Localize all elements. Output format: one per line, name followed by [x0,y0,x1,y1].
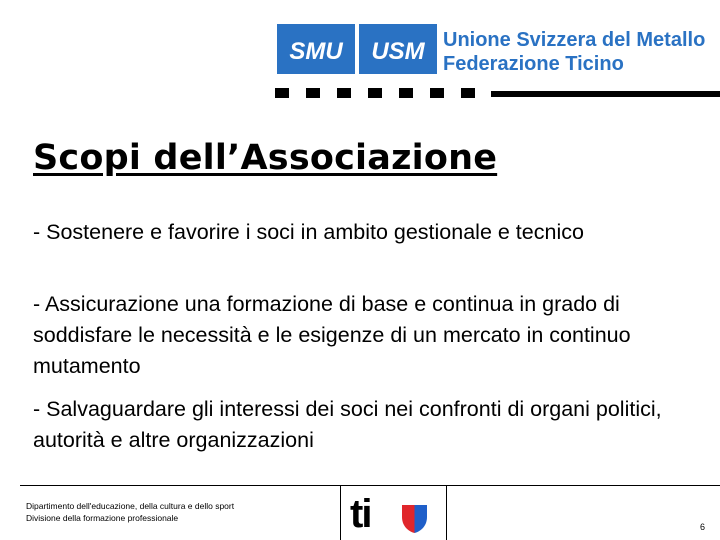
slide-title: Scopi dell’Associazione [33,138,498,178]
ticino-ti-logo: ti [350,492,371,536]
association-name-line2: Federazione Ticino [443,53,624,75]
logo-mark-smu: SMU [289,38,343,65]
decorative-bar [491,91,720,97]
dash-mark [275,88,289,98]
dash-mark [368,88,382,98]
ticino-shield-icon [401,504,428,534]
footer-divider [20,485,720,486]
footer-separator [340,486,341,540]
association-name [443,28,705,76]
association-name-line1: Unione Svizzera del Metallo [443,29,706,51]
bullet-item: - Salvaguardare gli interessi dei soci nei confronti di organi politici, autorità e altre organizzazioni [33,397,662,452]
logo-mark-usm: USM [371,38,425,65]
dash-mark [430,88,444,98]
dash-mark [337,88,351,98]
smu-usm-logo [277,24,437,74]
footer-line1: Dipartimento dell'educazione, della cultura e dello sport [26,501,235,511]
dash-mark [399,88,413,98]
footer-separator [446,486,447,540]
bullet-item: - Sostenere e favorire i soci in ambito gestionale e tecnico [33,220,584,244]
footer-department [26,500,234,524]
footer-line2: Divisione della formazione professionale [26,513,179,523]
page-number: 6 [700,522,706,532]
dash-mark [461,88,475,98]
dash-mark [306,88,320,98]
bullet-item: - Assicurazione una formazione di base e continua in grado di soddisfare le necessità e le esigenze di un mercato in continuo mutamento [33,292,631,378]
